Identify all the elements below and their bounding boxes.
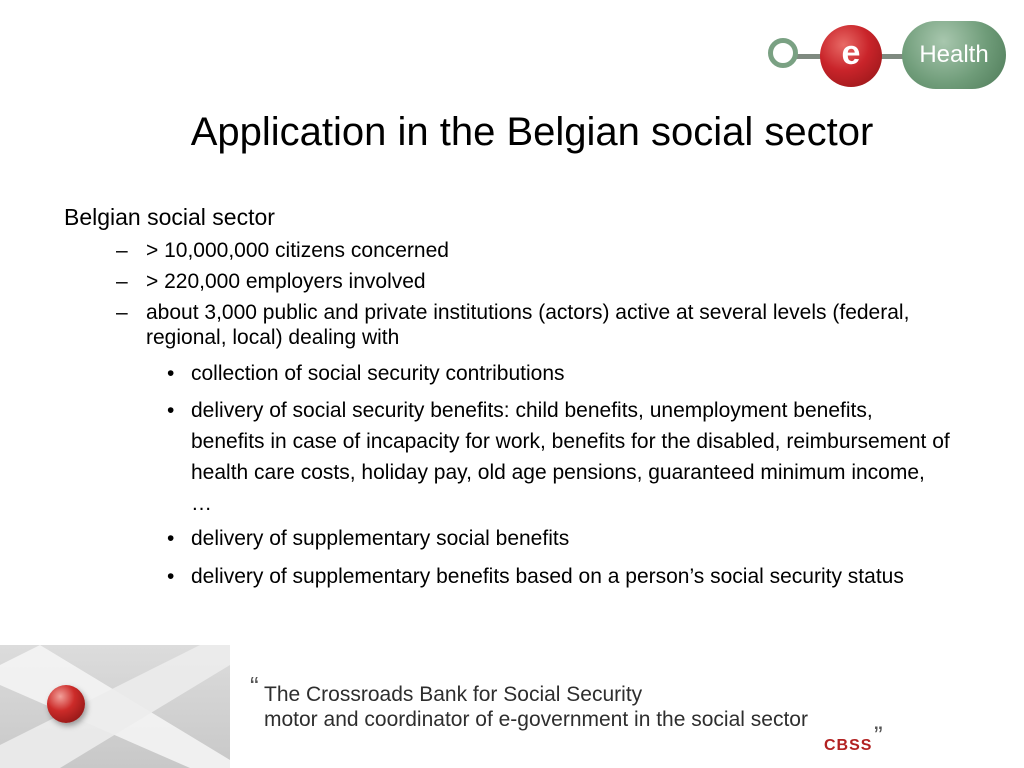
section-heading: Belgian social sector xyxy=(64,204,275,230)
logo-ring-icon xyxy=(768,38,798,68)
list-item: > 10,000,000 citizens concerned xyxy=(146,239,449,262)
quote-open-mark: “ xyxy=(250,671,259,701)
sub-list-item: delivery of supplementary benefits based on a person’s social security status xyxy=(191,565,904,588)
list-item: about 3,000 public and private institutions (actors) active at several levels (federal, regional, local) dealing with xyxy=(146,301,910,349)
footer-line-2: motor and coordinator of e-government in the social sector xyxy=(264,708,808,731)
bullet-marker: • xyxy=(167,399,175,422)
sub-list-item: collection of social security contributions xyxy=(191,362,565,385)
ehealth-logo xyxy=(766,20,1006,92)
bullet-marker: • xyxy=(167,565,175,588)
cbss-brand: CBSS xyxy=(824,737,873,754)
list-item: > 220,000 employers involved xyxy=(146,270,426,293)
red-sphere-icon xyxy=(47,685,85,723)
page-title: Application in the Belgian social sector xyxy=(190,110,874,154)
dash-marker: – xyxy=(116,301,128,324)
footer-cross-graphic xyxy=(0,645,230,768)
bullet-marker: • xyxy=(167,527,175,550)
quote-close-mark: „ xyxy=(874,705,883,735)
sub-list-item: delivery of social security benefits: child benefits, unemployment benefits, benefits in case of incapacity for work, benefits for the disabled, reimbursement of health care costs, holiday pay, old age pensions, guaranteed minimum income, … xyxy=(191,399,950,515)
footer-graphic xyxy=(0,645,230,768)
footer xyxy=(0,645,1024,768)
logo-e-circle: e xyxy=(820,25,882,87)
dash-marker: – xyxy=(116,270,128,293)
bullet-marker: • xyxy=(167,362,175,385)
logo-health-pill: Health xyxy=(902,21,1006,89)
footer-line-1: The Crossroads Bank for Social Security xyxy=(264,683,643,706)
dash-marker: – xyxy=(116,239,128,262)
sub-list-item: delivery of supplementary social benefits xyxy=(191,527,570,550)
